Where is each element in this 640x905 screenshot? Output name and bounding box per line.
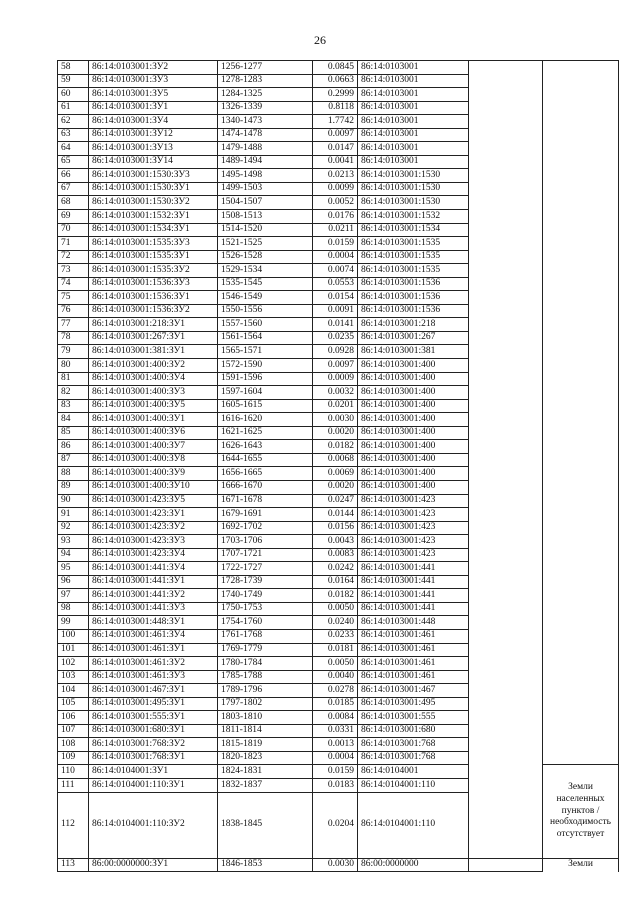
cadastral-designation: 86:14:0103001:ЗУ5 xyxy=(89,88,218,102)
row-number: 76 xyxy=(58,304,89,318)
area-value: 0.0084 xyxy=(313,711,358,725)
row-number: 93 xyxy=(58,535,89,549)
area-value: 0.0050 xyxy=(313,657,358,671)
cadastral-quarter: 86:14:0103001:1536 xyxy=(358,277,469,291)
cadastral-designation: 86:14:0103001:441:ЗУ1 xyxy=(89,575,218,589)
cadastral-quarter: 86:14:0103001:1535 xyxy=(358,264,469,278)
cadastral-designation: 86:14:0103001:218:ЗУ1 xyxy=(89,318,218,332)
row-number: 85 xyxy=(58,426,89,440)
point-range: 1811-1814 xyxy=(218,724,313,738)
cadastral-designation: 86:14:0103001:1535:ЗУ1 xyxy=(89,250,218,264)
cadastral-designation: 86:14:0103001:ЗУ3 xyxy=(89,74,218,88)
cadastral-designation: 86:14:0103001:1536:ЗУ1 xyxy=(89,291,218,305)
point-range: 1707-1721 xyxy=(218,548,313,562)
cadastral-designation: 86:14:0103001:400:ЗУ4 xyxy=(89,372,218,386)
point-range: 1671-1678 xyxy=(218,494,313,508)
area-value: 0.0247 xyxy=(313,494,358,508)
area-value: 0.0159 xyxy=(313,237,358,251)
cadastral-quarter: 86:14:0104001:110 xyxy=(358,792,469,858)
area-value: 0.0182 xyxy=(313,440,358,454)
cadastral-quarter: 86:14:0103001:1530 xyxy=(358,196,469,210)
point-range: 1495-1498 xyxy=(218,169,313,183)
cadastral-quarter: 86:14:0103001:441 xyxy=(358,602,469,616)
cadastral-designation: 86:14:0103001:423:ЗУ4 xyxy=(89,548,218,562)
row-number: 112 xyxy=(58,792,89,858)
row-number: 61 xyxy=(58,101,89,115)
cadastral-quarter: 86:14:0103001:461 xyxy=(358,629,469,643)
row-number: 102 xyxy=(58,657,89,671)
area-value: 0.0032 xyxy=(313,386,358,400)
cadastral-designation: 86:14:0103001:441:ЗУ2 xyxy=(89,589,218,603)
row-number: 65 xyxy=(58,155,89,169)
row-number: 113 xyxy=(58,858,89,872)
area-value: 0.0159 xyxy=(313,765,358,779)
cadastral-quarter: 86:14:0103001:1535 xyxy=(358,250,469,264)
point-range: 1605-1615 xyxy=(218,399,313,413)
point-range: 1340-1473 xyxy=(218,115,313,129)
area-value: 0.0043 xyxy=(313,535,358,549)
row-number: 79 xyxy=(58,345,89,359)
area-value: 0.0040 xyxy=(313,670,358,684)
area-value: 0.0183 xyxy=(313,778,358,792)
row-number: 91 xyxy=(58,508,89,522)
cadastral-quarter: 86:14:0103001:423 xyxy=(358,548,469,562)
area-value: 0.0020 xyxy=(313,426,358,440)
cadastral-designation: 86:14:0104001:ЗУ1 xyxy=(89,765,218,779)
cadastral-quarter: 86:14:0103001:495 xyxy=(358,697,469,711)
point-range: 1666-1670 xyxy=(218,480,313,494)
row-number: 67 xyxy=(58,182,89,196)
cadastral-quarter: 86:14:0103001:400 xyxy=(358,426,469,440)
empty-column-cell xyxy=(469,61,543,859)
point-range: 1824-1831 xyxy=(218,765,313,779)
area-value: 0.0068 xyxy=(313,453,358,467)
cadastral-quarter: 86:14:0103001:218 xyxy=(358,318,469,332)
point-range: 1591-1596 xyxy=(218,372,313,386)
point-range: 1326-1339 xyxy=(218,101,313,115)
row-number: 72 xyxy=(58,250,89,264)
empty-column-cell xyxy=(469,858,543,872)
point-range: 1820-1823 xyxy=(218,751,313,765)
cadastral-quarter: 86:14:0103001:400 xyxy=(358,413,469,427)
area-value: 0.0091 xyxy=(313,304,358,318)
cadastral-quarter: 86:14:0103001:1530 xyxy=(358,182,469,196)
page-number: 26 xyxy=(314,33,326,47)
cadastral-quarter: 86:14:0103001 xyxy=(358,155,469,169)
cadastral-quarter: 86:14:0103001:467 xyxy=(358,684,469,698)
cadastral-designation: 86:14:0103001:495:ЗУ1 xyxy=(89,697,218,711)
row-number: 109 xyxy=(58,751,89,765)
point-range: 1838-1845 xyxy=(218,792,313,858)
row-number: 81 xyxy=(58,372,89,386)
point-range: 1521-1525 xyxy=(218,237,313,251)
cadastral-designation: 86:14:0103001:423:ЗУ2 xyxy=(89,521,218,535)
row-number: 71 xyxy=(58,237,89,251)
land-plots-table xyxy=(57,60,619,872)
area-value: 0.0013 xyxy=(313,738,358,752)
cadastral-quarter: 86:14:0103001:423 xyxy=(358,521,469,535)
point-range: 1535-1545 xyxy=(218,277,313,291)
cadastral-quarter: 86:14:0103001 xyxy=(358,88,469,102)
cadastral-designation: 86:14:0103001:400:ЗУ3 xyxy=(89,386,218,400)
area-value: 0.2999 xyxy=(313,88,358,102)
point-range: 1703-1706 xyxy=(218,535,313,549)
point-range: 1769-1779 xyxy=(218,643,313,657)
cadastral-designation: 86:14:0103001:ЗУ13 xyxy=(89,142,218,156)
cadastral-quarter: 86:14:0103001:400 xyxy=(358,359,469,373)
row-number: 103 xyxy=(58,670,89,684)
area-value: 0.0164 xyxy=(313,575,358,589)
cadastral-quarter: 86:14:0103001:1530 xyxy=(358,169,469,183)
area-value: 0.0181 xyxy=(313,643,358,657)
row-number: 66 xyxy=(58,169,89,183)
cadastral-quarter: 86:14:0103001:423 xyxy=(358,535,469,549)
row-number: 84 xyxy=(58,413,89,427)
cadastral-quarter: 86:14:0103001:768 xyxy=(358,738,469,752)
cadastral-designation: 86:14:0103001:1536:ЗУ2 xyxy=(89,304,218,318)
area-value: 0.0235 xyxy=(313,331,358,345)
cadastral-quarter: 86:14:0103001:1534 xyxy=(358,223,469,237)
row-number: 105 xyxy=(58,697,89,711)
point-range: 1499-1503 xyxy=(218,182,313,196)
cadastral-quarter: 86:14:0103001:400 xyxy=(358,453,469,467)
cadastral-designation: 86:00:0000000:ЗУ1 xyxy=(89,858,218,872)
area-value: 0.0242 xyxy=(313,562,358,576)
area-value: 0.8118 xyxy=(313,101,358,115)
point-range: 1789-1796 xyxy=(218,684,313,698)
cadastral-quarter: 86:14:0104001 xyxy=(358,765,469,779)
point-range: 1529-1534 xyxy=(218,264,313,278)
area-value: 0.0004 xyxy=(313,250,358,264)
cadastral-quarter: 86:14:0103001:461 xyxy=(358,670,469,684)
cadastral-quarter: 86:14:0103001:400 xyxy=(358,399,469,413)
row-number: 90 xyxy=(58,494,89,508)
cadastral-designation: 86:14:0103001:1535:ЗУ3 xyxy=(89,237,218,251)
cadastral-designation: 86:14:0103001:423:ЗУ1 xyxy=(89,508,218,522)
point-range: 1656-1665 xyxy=(218,467,313,481)
area-value: 0.0185 xyxy=(313,697,358,711)
point-range: 1722-1727 xyxy=(218,562,313,576)
point-range: 1526-1528 xyxy=(218,250,313,264)
cadastral-designation: 86:14:0103001:1530:ЗУ3 xyxy=(89,169,218,183)
row-number: 88 xyxy=(58,467,89,481)
land-category-note: Земли xyxy=(543,858,619,872)
cadastral-quarter: 86:14:0103001:400 xyxy=(358,386,469,400)
row-number: 62 xyxy=(58,115,89,129)
point-range: 1479-1488 xyxy=(218,142,313,156)
area-value: 0.0041 xyxy=(313,155,358,169)
row-number: 60 xyxy=(58,88,89,102)
row-number: 80 xyxy=(58,359,89,373)
cadastral-quarter: 86:14:0103001:400 xyxy=(358,467,469,481)
row-number: 69 xyxy=(58,210,89,224)
cadastral-designation: 86:14:0103001:467:ЗУ1 xyxy=(89,684,218,698)
row-number: 70 xyxy=(58,223,89,237)
area-value: 0.0213 xyxy=(313,169,358,183)
cadastral-designation: 86:14:0103001:768:ЗУ1 xyxy=(89,751,218,765)
row-number: 78 xyxy=(58,331,89,345)
row-number: 98 xyxy=(58,602,89,616)
cadastral-quarter: 86:14:0103001 xyxy=(358,142,469,156)
table-body xyxy=(58,61,619,872)
cadastral-designation: 86:14:0103001:448:ЗУ1 xyxy=(89,616,218,630)
cadastral-quarter: 86:14:0103001:1536 xyxy=(358,304,469,318)
area-value: 0.0004 xyxy=(313,751,358,765)
area-value: 0.0240 xyxy=(313,616,358,630)
point-range: 1750-1753 xyxy=(218,602,313,616)
row-number: 83 xyxy=(58,399,89,413)
area-value: 0.0097 xyxy=(313,359,358,373)
area-value: 0.0204 xyxy=(313,792,358,858)
area-value: 0.0233 xyxy=(313,629,358,643)
cadastral-designation: 86:14:0103001:400:ЗУ2 xyxy=(89,359,218,373)
cadastral-designation: 86:14:0103001:ЗУ2 xyxy=(89,61,218,75)
cadastral-designation: 86:14:0103001:267:ЗУ1 xyxy=(89,331,218,345)
point-range: 1284-1325 xyxy=(218,88,313,102)
point-range: 1644-1655 xyxy=(218,453,313,467)
cadastral-quarter: 86:14:0103001:441 xyxy=(358,562,469,576)
area-value: 0.0069 xyxy=(313,467,358,481)
area-value: 0.0083 xyxy=(313,548,358,562)
cadastral-quarter: 86:14:0103001 xyxy=(358,128,469,142)
cadastral-quarter: 86:14:0103001:441 xyxy=(358,575,469,589)
cadastral-quarter: 86:14:0103001:400 xyxy=(358,480,469,494)
point-range: 1846-1853 xyxy=(218,858,313,872)
cadastral-designation: 86:14:0103001:461:ЗУ3 xyxy=(89,670,218,684)
cadastral-designation: 86:14:0103001:381:ЗУ1 xyxy=(89,345,218,359)
point-range: 1626-1643 xyxy=(218,440,313,454)
cadastral-designation: 86:14:0103001:ЗУ4 xyxy=(89,115,218,129)
area-value: 0.0176 xyxy=(313,210,358,224)
cadastral-designation: 86:14:0103001:ЗУ12 xyxy=(89,128,218,142)
cadastral-designation: 86:14:0103001:400:ЗУ9 xyxy=(89,467,218,481)
cadastral-quarter: 86:14:0103001:381 xyxy=(358,345,469,359)
row-number: 101 xyxy=(58,643,89,657)
area-value: 0.0663 xyxy=(313,74,358,88)
row-number: 82 xyxy=(58,386,89,400)
cadastral-designation: 86:14:0103001:1530:ЗУ1 xyxy=(89,182,218,196)
area-value: 0.0144 xyxy=(313,508,358,522)
row-number: 68 xyxy=(58,196,89,210)
point-range: 1597-1604 xyxy=(218,386,313,400)
row-number: 75 xyxy=(58,291,89,305)
area-value: 0.0030 xyxy=(313,413,358,427)
row-number: 87 xyxy=(58,453,89,467)
area-value: 0.0030 xyxy=(313,858,358,872)
point-range: 1815-1819 xyxy=(218,738,313,752)
row-number: 100 xyxy=(58,629,89,643)
cadastral-designation: 86:14:0103001:423:ЗУ3 xyxy=(89,535,218,549)
row-number: 58 xyxy=(58,61,89,75)
area-value: 0.0074 xyxy=(313,264,358,278)
cadastral-designation: 86:14:0103001:461:ЗУ2 xyxy=(89,657,218,671)
cadastral-designation: 86:14:0103001:ЗУ14 xyxy=(89,155,218,169)
point-range: 1780-1784 xyxy=(218,657,313,671)
point-range: 1504-1507 xyxy=(218,196,313,210)
cadastral-quarter: 86:14:0103001:461 xyxy=(358,657,469,671)
row-number: 104 xyxy=(58,684,89,698)
cadastral-quarter: 86:14:0103001:400 xyxy=(358,372,469,386)
row-number: 108 xyxy=(58,738,89,752)
area-value: 0.0009 xyxy=(313,372,358,386)
row-number: 73 xyxy=(58,264,89,278)
row-number: 74 xyxy=(58,277,89,291)
cadastral-quarter: 86:14:0103001:555 xyxy=(358,711,469,725)
area-value: 0.0141 xyxy=(313,318,358,332)
cadastral-quarter: 86:14:0103001 xyxy=(358,115,469,129)
point-range: 1761-1768 xyxy=(218,629,313,643)
point-range: 1565-1571 xyxy=(218,345,313,359)
area-value: 0.0050 xyxy=(313,602,358,616)
point-range: 1474-1478 xyxy=(218,128,313,142)
cadastral-quarter: 86:14:0104001:110 xyxy=(358,778,469,792)
area-value: 0.0020 xyxy=(313,480,358,494)
cadastral-designation: 86:14:0103001:680:ЗУ1 xyxy=(89,724,218,738)
cadastral-quarter: 86:14:0103001:423 xyxy=(358,494,469,508)
row-number: 77 xyxy=(58,318,89,332)
cadastral-quarter: 86:14:0103001:1536 xyxy=(358,291,469,305)
area-value: 0.0052 xyxy=(313,196,358,210)
row-number: 63 xyxy=(58,128,89,142)
point-range: 1278-1283 xyxy=(218,74,313,88)
point-range: 1785-1788 xyxy=(218,670,313,684)
area-value: 0.0928 xyxy=(313,345,358,359)
cadastral-designation: 86:14:0104001:110:ЗУ2 xyxy=(89,792,218,858)
point-range: 1728-1739 xyxy=(218,575,313,589)
cadastral-designation: 86:14:0103001:555:ЗУ1 xyxy=(89,711,218,725)
cadastral-designation: 86:14:0103001:768:ЗУ2 xyxy=(89,738,218,752)
point-range: 1679-1691 xyxy=(218,508,313,522)
point-range: 1621-1625 xyxy=(218,426,313,440)
cadastral-quarter: 86:14:0103001 xyxy=(358,101,469,115)
cadastral-designation: 86:14:0103001:400:ЗУ8 xyxy=(89,453,218,467)
point-range: 1754-1760 xyxy=(218,616,313,630)
cadastral-designation: 86:14:0103001:400:ЗУ5 xyxy=(89,399,218,413)
point-range: 1740-1749 xyxy=(218,589,313,603)
row-number: 107 xyxy=(58,724,89,738)
cadastral-quarter: 86:14:0103001:423 xyxy=(358,508,469,522)
cadastral-quarter: 86:14:0103001 xyxy=(358,74,469,88)
cadastral-quarter: 86:14:0103001:768 xyxy=(358,751,469,765)
area-value: 0.0156 xyxy=(313,521,358,535)
land-category-note: Земли населенных пунктов / необходимость отсутствует xyxy=(543,765,619,858)
cadastral-quarter: 86:00:0000000 xyxy=(358,858,469,872)
cadastral-quarter: 86:14:0103001:1535 xyxy=(358,237,469,251)
cadastral-quarter: 86:14:0103001:1532 xyxy=(358,210,469,224)
row-number: 94 xyxy=(58,548,89,562)
area-value: 0.0201 xyxy=(313,399,358,413)
table-row xyxy=(58,858,619,872)
area-value: 1.7742 xyxy=(313,115,358,129)
cadastral-quarter: 86:14:0103001:448 xyxy=(358,616,469,630)
area-value: 0.0211 xyxy=(313,223,358,237)
row-number: 89 xyxy=(58,480,89,494)
area-value: 0.0099 xyxy=(313,182,358,196)
point-range: 1550-1556 xyxy=(218,304,313,318)
cadastral-designation: 86:14:0103001:441:ЗУ3 xyxy=(89,602,218,616)
cadastral-designation: 86:14:0103001:1536:ЗУ3 xyxy=(89,277,218,291)
cadastral-quarter: 86:14:0103001:267 xyxy=(358,331,469,345)
row-number: 99 xyxy=(58,616,89,630)
area-value: 0.0097 xyxy=(313,128,358,142)
point-range: 1572-1590 xyxy=(218,359,313,373)
cadastral-designation: 86:14:0103001:461:ЗУ4 xyxy=(89,629,218,643)
point-range: 1489-1494 xyxy=(218,155,313,169)
point-range: 1557-1560 xyxy=(218,318,313,332)
row-number: 111 xyxy=(58,778,89,792)
row-number: 110 xyxy=(58,765,89,779)
cadastral-quarter: 86:14:0103001:441 xyxy=(358,589,469,603)
point-range: 1508-1513 xyxy=(218,210,313,224)
area-value: 0.0278 xyxy=(313,684,358,698)
cadastral-designation: 86:14:0103001:400:ЗУ1 xyxy=(89,413,218,427)
cadastral-designation: 86:14:0103001:1535:ЗУ2 xyxy=(89,264,218,278)
point-range: 1797-1802 xyxy=(218,697,313,711)
cadastral-quarter: 86:14:0103001 xyxy=(358,61,469,75)
area-value: 0.0147 xyxy=(313,142,358,156)
row-number: 95 xyxy=(58,562,89,576)
cadastral-designation: 86:14:0103001:1530:ЗУ2 xyxy=(89,196,218,210)
cadastral-designation: 86:14:0103001:ЗУ1 xyxy=(89,101,218,115)
row-number: 97 xyxy=(58,589,89,603)
table-row xyxy=(58,61,619,75)
cadastral-designation: 86:14:0104001:110:ЗУ1 xyxy=(89,778,218,792)
cadastral-designation: 86:14:0103001:1532:ЗУ1 xyxy=(89,210,218,224)
category-column-cell xyxy=(543,61,619,765)
row-number: 64 xyxy=(58,142,89,156)
row-number: 86 xyxy=(58,440,89,454)
point-range: 1514-1520 xyxy=(218,223,313,237)
area-value: 0.0845 xyxy=(313,61,358,75)
row-number: 96 xyxy=(58,575,89,589)
point-range: 1256-1277 xyxy=(218,61,313,75)
cadastral-designation: 86:14:0103001:400:ЗУ7 xyxy=(89,440,218,454)
cadastral-designation: 86:14:0103001:400:ЗУ6 xyxy=(89,426,218,440)
cadastral-designation: 86:14:0103001:461:ЗУ1 xyxy=(89,643,218,657)
cadastral-designation: 86:14:0103001:400:ЗУ10 xyxy=(89,480,218,494)
point-range: 1546-1549 xyxy=(218,291,313,305)
cadastral-designation: 86:14:0103001:423:ЗУ5 xyxy=(89,494,218,508)
point-range: 1561-1564 xyxy=(218,331,313,345)
row-number: 92 xyxy=(58,521,89,535)
area-value: 0.0553 xyxy=(313,277,358,291)
area-value: 0.0182 xyxy=(313,589,358,603)
point-range: 1832-1837 xyxy=(218,778,313,792)
cadastral-quarter: 86:14:0103001:400 xyxy=(358,440,469,454)
point-range: 1692-1702 xyxy=(218,521,313,535)
cadastral-quarter: 86:14:0103001:461 xyxy=(358,643,469,657)
cadastral-quarter: 86:14:0103001:680 xyxy=(358,724,469,738)
point-range: 1803-1810 xyxy=(218,711,313,725)
cadastral-designation: 86:14:0103001:441:ЗУ4 xyxy=(89,562,218,576)
row-number: 106 xyxy=(58,711,89,725)
row-number: 59 xyxy=(58,74,89,88)
area-value: 0.0154 xyxy=(313,291,358,305)
cadastral-designation: 86:14:0103001:1534:ЗУ1 xyxy=(89,223,218,237)
area-value: 0.0331 xyxy=(313,724,358,738)
point-range: 1616-1620 xyxy=(218,413,313,427)
